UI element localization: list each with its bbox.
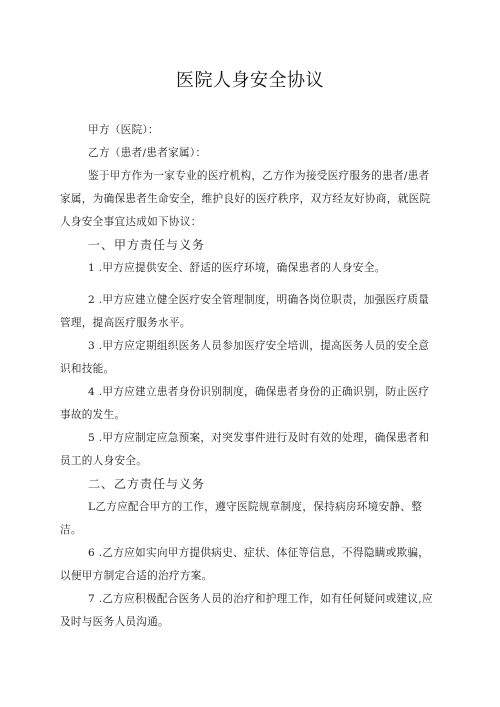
clause-line: 以便甲方制定合适的治疗方案。: [60, 570, 213, 582]
clause-line: L乙方应配合甲方的工作，遵守医院规章制度，保持病房环境安静、整: [88, 501, 423, 513]
clause-line: 2 .甲方应建立健全医疗安全管理制度，明确各岗位职责，加强医疗质量: [88, 294, 430, 306]
clause-line: 洁。: [60, 524, 82, 536]
section-heading: 一、甲方责任与义务: [88, 238, 206, 252]
party-b-label: 乙方（患者/患者家属）：: [88, 147, 207, 159]
clause-line: 识和技能。: [60, 363, 115, 375]
party-a-label: 甲方（医院）：: [88, 124, 159, 136]
clause-line: 及时与医务人员沟通。: [60, 616, 169, 628]
clause-line: 6 .乙方应如实向甲方提供病史、症状、体征等信息，不得隐瞒或欺骗，: [88, 547, 430, 559]
preamble-line: 家属，为确保患者生命安全，维护良好的医疗秩序，双方经友好协商，就医院: [60, 193, 431, 205]
clause-line: 管理，提高医疗服务水平。: [60, 317, 191, 329]
preamble-line: 鉴于甲方作为一家专业的医疗机构，乙方作为接受医疗服务的患者/患者: [88, 170, 430, 182]
clause-line: 4 .甲方应建立患者身份识别制度，确保患者身份的正确识别，防止医疗: [88, 386, 430, 398]
preamble-line: 人身安全事宜达成如下协议：: [60, 216, 202, 228]
document-title: 医院人身安全协议: [176, 70, 324, 91]
section-heading: 二、乙方责任与义务: [88, 477, 206, 491]
clause-line: 事故的发生。: [60, 409, 126, 421]
clause-line: 1 .甲方应提供安全、舒适的医疗环境，确保患者的人身安全。: [88, 262, 386, 274]
clause-line: 员工的人身安全。: [60, 455, 148, 467]
clause-line: 7 .乙方应积极配合医务人员的治疗和护理工作，如有任何疑问或建议,应: [88, 593, 433, 605]
clause-line: 5 .甲方应制定应急预案，对突发事件进行及时有效的处理，确保患者和: [88, 432, 430, 444]
clause-line: 3 .甲方应定期组织医务人员参加医疗安全培训，提高医务人员的安全意: [88, 340, 430, 352]
